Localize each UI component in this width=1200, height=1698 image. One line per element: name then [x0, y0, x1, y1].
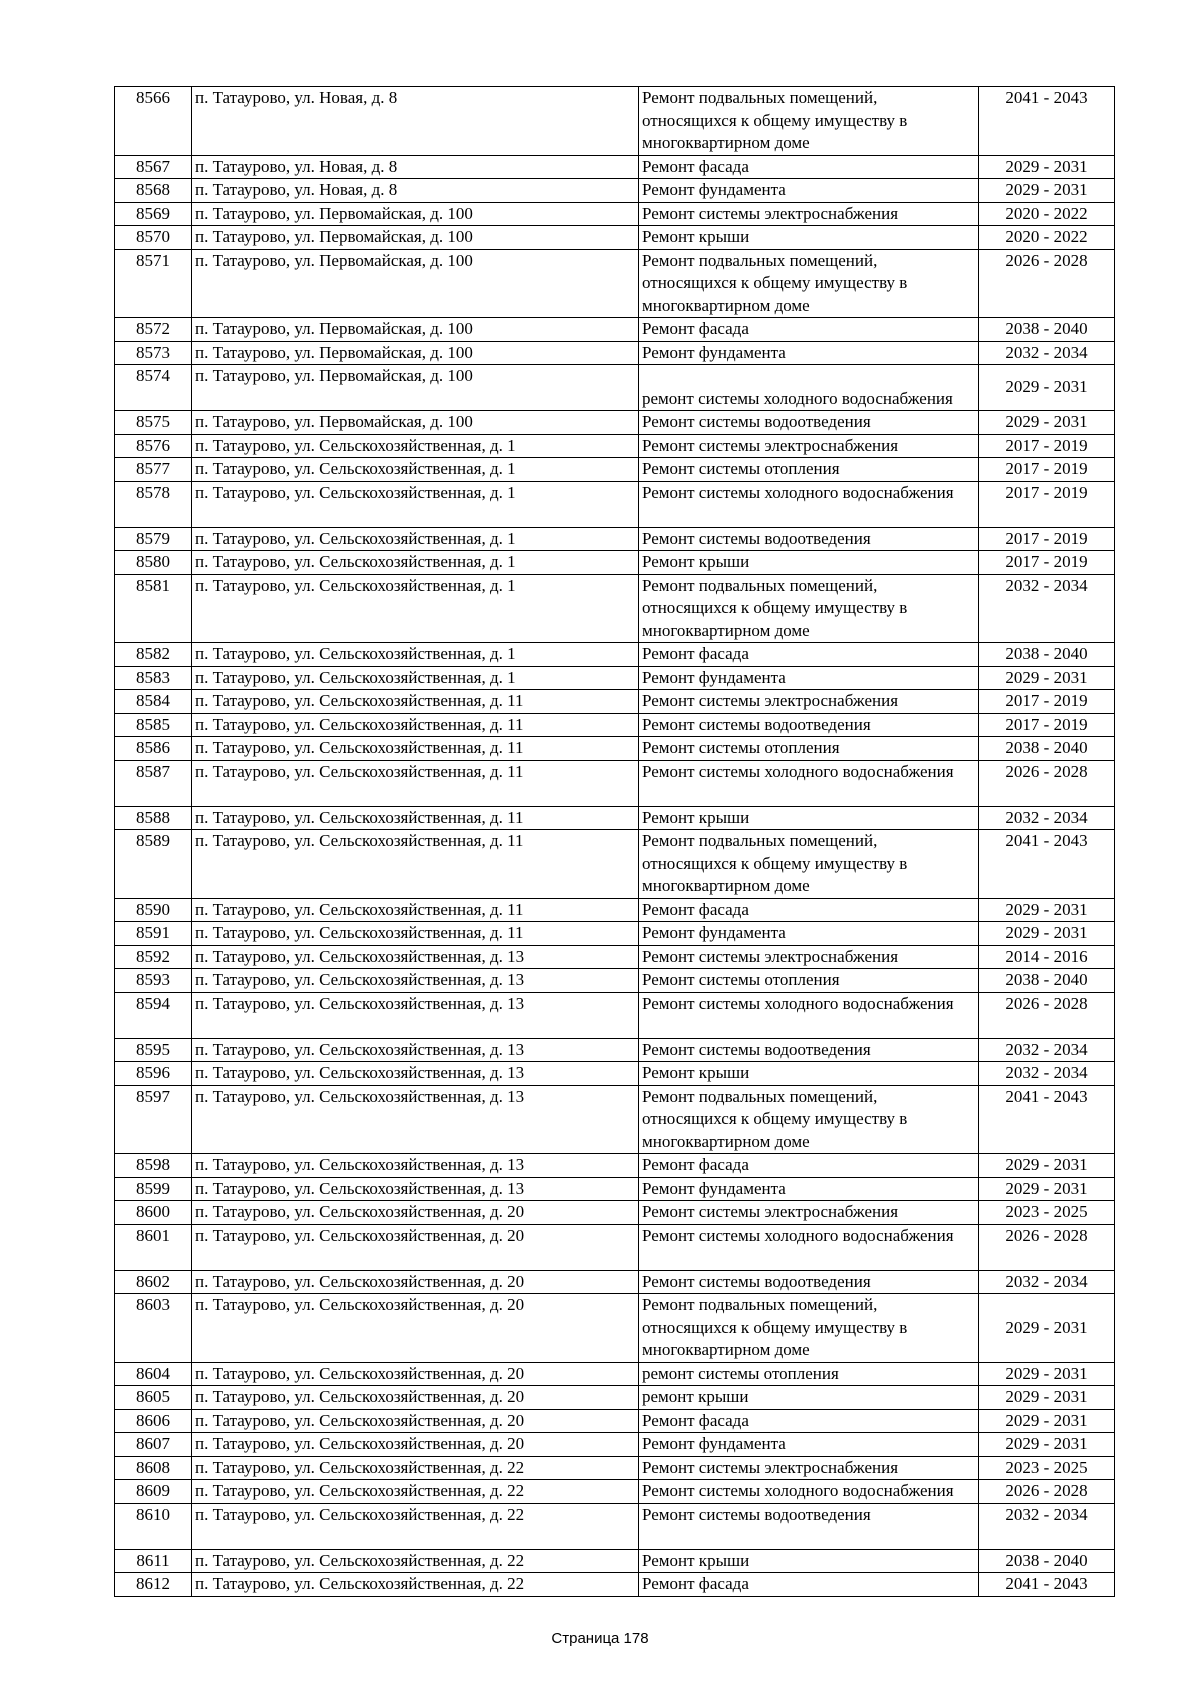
table-row: [115, 434, 1115, 458]
address-cell: п. Татаурово, ул. Сельскохозяйственная, д. 1: [192, 643, 639, 667]
work-type-cell: Ремонт системы холодного водоснабжения: [639, 1480, 979, 1504]
table-row: [115, 411, 1115, 435]
address-cell: п. Татаурово, ул. Сельскохозяйственная, д. 13: [192, 1177, 639, 1201]
work-type-cell: Ремонт системы водоотведения: [639, 411, 979, 435]
work-type-cell: Ремонт системы холодного водоснабжения: [639, 481, 979, 527]
work-type-cell: Ремонт фундамента: [639, 1177, 979, 1201]
work-type-cell: Ремонт подвальных помещений, относящихся к общему имуществу в многоквартирном доме: [639, 1085, 979, 1154]
row-number-cell: 8586: [115, 737, 192, 761]
period-cell: 2029 - 2031: [979, 1362, 1115, 1386]
work-type-cell: Ремонт системы холодного водоснабжения: [639, 760, 979, 806]
work-type-cell: ремонт системы отопления: [639, 1362, 979, 1386]
period-cell: 2038 - 2040: [979, 318, 1115, 342]
table-row: [115, 1362, 1115, 1386]
period-cell: 2014 - 2016: [979, 945, 1115, 969]
work-type-cell: Ремонт крыши: [639, 226, 979, 250]
row-number-cell: 8581: [115, 574, 192, 643]
table-row: [115, 365, 1115, 411]
row-number-cell: 8601: [115, 1224, 192, 1270]
address-cell: п. Татаурово, ул. Сельскохозяйственная, д. 11: [192, 922, 639, 946]
row-number-cell: 8579: [115, 527, 192, 551]
table-row: [115, 1503, 1115, 1549]
table-row: [115, 574, 1115, 643]
table-row: [115, 1480, 1115, 1504]
table-row: [115, 922, 1115, 946]
row-number-cell: 8604: [115, 1362, 192, 1386]
period-cell: 2029 - 2031: [979, 1177, 1115, 1201]
work-type-cell: Ремонт фасада: [639, 898, 979, 922]
address-cell: п. Татаурово, ул. Сельскохозяйственная, д. 1: [192, 527, 639, 551]
row-number-cell: 8580: [115, 551, 192, 575]
period-cell: 2041 - 2043: [979, 87, 1115, 156]
address-cell: п. Татаурово, ул. Сельскохозяйственная, д. 20: [192, 1224, 639, 1270]
work-type-cell: Ремонт подвальных помещений, относящихся к общему имуществу в многоквартирном доме: [639, 574, 979, 643]
row-number-cell: 8602: [115, 1270, 192, 1294]
period-cell: 2029 - 2031: [979, 155, 1115, 179]
row-number-cell: 8576: [115, 434, 192, 458]
address-cell: п. Татаурово, ул. Новая, д. 8: [192, 155, 639, 179]
row-number-cell: 8574: [115, 365, 192, 411]
work-type-cell: Ремонт подвальных помещений, относящихся к общему имуществу в многоквартирном доме: [639, 87, 979, 156]
address-cell: п. Татаурово, ул. Сельскохозяйственная, д. 13: [192, 1038, 639, 1062]
address-cell: п. Татаурово, ул. Сельскохозяйственная, д. 22: [192, 1480, 639, 1504]
period-cell: 2017 - 2019: [979, 434, 1115, 458]
address-cell: п. Татаурово, ул. Сельскохозяйственная, д. 11: [192, 713, 639, 737]
row-number-cell: 8608: [115, 1456, 192, 1480]
table-row: [115, 1177, 1115, 1201]
work-type-cell: Ремонт фасада: [639, 643, 979, 667]
row-number-cell: 8609: [115, 1480, 192, 1504]
address-cell: п. Татаурово, ул. Новая, д. 8: [192, 179, 639, 203]
work-type-cell: Ремонт крыши: [639, 551, 979, 575]
period-cell: 2017 - 2019: [979, 690, 1115, 714]
table-row: [115, 830, 1115, 899]
address-cell: п. Татаурово, ул. Сельскохозяйственная, д. 11: [192, 830, 639, 899]
table-row: [115, 155, 1115, 179]
row-number-cell: 8567: [115, 155, 192, 179]
table-row: [115, 1062, 1115, 1086]
period-cell: 2026 - 2028: [979, 1480, 1115, 1504]
address-cell: п. Татаурово, ул. Сельскохозяйственная, д. 20: [192, 1270, 639, 1294]
row-number-cell: 8584: [115, 690, 192, 714]
table-row: [115, 318, 1115, 342]
row-number-cell: 8603: [115, 1294, 192, 1363]
row-number-cell: 8595: [115, 1038, 192, 1062]
table-row: [115, 1038, 1115, 1062]
row-number-cell: 8570: [115, 226, 192, 250]
period-cell: 2023 - 2025: [979, 1201, 1115, 1225]
table-row: [115, 1573, 1115, 1597]
address-cell: п. Татаурово, ул. Сельскохозяйственная, д. 1: [192, 458, 639, 482]
period-cell: 2029 - 2031: [979, 1154, 1115, 1178]
table-row: [115, 341, 1115, 365]
table-row: [115, 643, 1115, 667]
period-cell: 2026 - 2028: [979, 760, 1115, 806]
row-number-cell: 8588: [115, 806, 192, 830]
table-row: [115, 1549, 1115, 1573]
period-cell: 2020 - 2022: [979, 226, 1115, 250]
address-cell: п. Татаурово, ул. Сельскохозяйственная, д. 13: [192, 1085, 639, 1154]
work-type-cell: Ремонт системы водоотведения: [639, 713, 979, 737]
table-row: [115, 737, 1115, 761]
table-row: [115, 898, 1115, 922]
work-type-cell: Ремонт фасада: [639, 1154, 979, 1178]
address-cell: п. Татаурово, ул. Сельскохозяйственная, д. 11: [192, 760, 639, 806]
work-type-cell: Ремонт системы водоотведения: [639, 1038, 979, 1062]
table-row: [115, 666, 1115, 690]
table-row: [115, 551, 1115, 575]
row-number-cell: 8592: [115, 945, 192, 969]
work-type-cell: Ремонт системы водоотведения: [639, 527, 979, 551]
row-number-cell: 8585: [115, 713, 192, 737]
address-cell: п. Татаурово, ул. Сельскохозяйственная, д. 11: [192, 806, 639, 830]
address-cell: п. Татаурово, ул. Сельскохозяйственная, д. 13: [192, 945, 639, 969]
row-number-cell: 8590: [115, 898, 192, 922]
row-number-cell: 8598: [115, 1154, 192, 1178]
address-cell: п. Татаурово, ул. Сельскохозяйственная, д. 20: [192, 1201, 639, 1225]
table-row: [115, 969, 1115, 993]
row-number-cell: 8571: [115, 249, 192, 318]
address-cell: п. Татаурово, ул. Новая, д. 8: [192, 87, 639, 156]
period-cell: 2038 - 2040: [979, 969, 1115, 993]
address-cell: п. Татаурово, ул. Сельскохозяйственная, д. 22: [192, 1549, 639, 1573]
period-cell: 2020 - 2022: [979, 202, 1115, 226]
period-cell: 2032 - 2034: [979, 574, 1115, 643]
period-cell: 2029 - 2031: [979, 898, 1115, 922]
table-row: [115, 179, 1115, 203]
row-number-cell: 8583: [115, 666, 192, 690]
address-cell: п. Татаурово, ул. Сельскохозяйственная, д. 13: [192, 1154, 639, 1178]
period-cell: 2029 - 2031: [979, 1386, 1115, 1410]
row-number-cell: 8575: [115, 411, 192, 435]
period-cell: 2038 - 2040: [979, 737, 1115, 761]
work-type-cell: Ремонт системы холодного водоснабжения: [639, 992, 979, 1038]
row-number-cell: 8599: [115, 1177, 192, 1201]
row-number-cell: 8594: [115, 992, 192, 1038]
period-cell: 2029 - 2031: [979, 1433, 1115, 1457]
row-number-cell: 8605: [115, 1386, 192, 1410]
period-cell: 2017 - 2019: [979, 527, 1115, 551]
row-number-cell: 8607: [115, 1433, 192, 1457]
address-cell: п. Татаурово, ул. Первомайская, д. 100: [192, 226, 639, 250]
row-number-cell: 8582: [115, 643, 192, 667]
table-row: [115, 992, 1115, 1038]
row-number-cell: 8572: [115, 318, 192, 342]
work-type-cell: Ремонт системы водоотведения: [639, 1503, 979, 1549]
work-type-cell: Ремонт системы электроснабжения: [639, 690, 979, 714]
work-type-cell: Ремонт подвальных помещений, относящихся к общему имуществу в многоквартирном доме: [639, 830, 979, 899]
table-row: [115, 249, 1115, 318]
row-number-cell: 8589: [115, 830, 192, 899]
period-cell: 2029 - 2031: [979, 922, 1115, 946]
work-type-cell: Ремонт подвальных помещений, относящихся к общему имуществу в многоквартирном доме: [639, 249, 979, 318]
table-row: [115, 945, 1115, 969]
address-cell: п. Татаурово, ул. Сельскохозяйственная, д. 11: [192, 690, 639, 714]
work-type-cell: Ремонт системы отопления: [639, 458, 979, 482]
work-type-cell: Ремонт фундамента: [639, 179, 979, 203]
address-cell: п. Татаурово, ул. Первомайская, д. 100: [192, 365, 639, 411]
period-cell: 2032 - 2034: [979, 806, 1115, 830]
work-type-cell: Ремонт фасада: [639, 1409, 979, 1433]
period-cell: 2017 - 2019: [979, 713, 1115, 737]
period-cell: 2038 - 2040: [979, 1549, 1115, 1573]
period-cell: 2041 - 2043: [979, 1573, 1115, 1597]
table-row: [115, 1409, 1115, 1433]
row-number-cell: 8611: [115, 1549, 192, 1573]
work-type-cell: Ремонт системы холодного водоснабжения: [639, 1224, 979, 1270]
address-cell: п. Татаурово, ул. Сельскохозяйственная, д. 13: [192, 969, 639, 993]
address-cell: п. Татаурово, ул. Сельскохозяйственная, д. 1: [192, 666, 639, 690]
address-cell: п. Татаурово, ул. Первомайская, д. 100: [192, 249, 639, 318]
period-cell: 2029 - 2031: [979, 666, 1115, 690]
work-type-cell: Ремонт системы электроснабжения: [639, 1456, 979, 1480]
table-row: [115, 1201, 1115, 1225]
period-cell: 2017 - 2019: [979, 481, 1115, 527]
period-cell: 2041 - 2043: [979, 830, 1115, 899]
address-cell: п. Татаурово, ул. Сельскохозяйственная, д. 11: [192, 898, 639, 922]
period-cell: 2032 - 2034: [979, 1503, 1115, 1549]
period-cell: 2026 - 2028: [979, 1224, 1115, 1270]
table-row: [115, 87, 1115, 156]
row-number-cell: 8597: [115, 1085, 192, 1154]
table-row: [115, 1224, 1115, 1270]
work-type-cell: Ремонт подвальных помещений, относящихся к общему имуществу в многоквартирном доме: [639, 1294, 979, 1363]
address-cell: п. Татаурово, ул. Сельскохозяйственная, д. 22: [192, 1573, 639, 1597]
period-cell: 2041 - 2043: [979, 1085, 1115, 1154]
row-number-cell: 8578: [115, 481, 192, 527]
row-number-cell: 8566: [115, 87, 192, 156]
address-cell: п. Татаурово, ул. Сельскохозяйственная, д. 1: [192, 551, 639, 575]
period-cell: 2032 - 2034: [979, 1038, 1115, 1062]
table-row: [115, 806, 1115, 830]
address-cell: п. Татаурово, ул. Сельскохозяйственная, д. 1: [192, 434, 639, 458]
address-cell: п. Татаурово, ул. Сельскохозяйственная, д. 1: [192, 481, 639, 527]
address-cell: п. Татаурово, ул. Первомайская, д. 100: [192, 411, 639, 435]
period-cell: 2026 - 2028: [979, 992, 1115, 1038]
work-type-cell: Ремонт фасада: [639, 318, 979, 342]
period-cell: 2038 - 2040: [979, 643, 1115, 667]
address-cell: п. Татаурово, ул. Первомайская, д. 100: [192, 341, 639, 365]
table-row: [115, 202, 1115, 226]
work-type-cell: Ремонт крыши: [639, 806, 979, 830]
page-number: Страница 178: [551, 1630, 649, 1647]
address-cell: п. Татаурово, ул. Сельскохозяйственная, д. 20: [192, 1294, 639, 1363]
address-cell: п. Татаурово, ул. Сельскохозяйственная, д. 13: [192, 1062, 639, 1086]
address-cell: п. Татаурово, ул. Сельскохозяйственная, д. 1: [192, 574, 639, 643]
address-cell: п. Татаурово, ул. Сельскохозяйственная, д. 22: [192, 1503, 639, 1549]
address-cell: п. Татаурово, ул. Сельскохозяйственная, д. 22: [192, 1456, 639, 1480]
table-row: [115, 1433, 1115, 1457]
work-type-cell: Ремонт фасада: [639, 155, 979, 179]
work-type-cell: Ремонт системы отопления: [639, 737, 979, 761]
work-type-cell: Ремонт фундамента: [639, 922, 979, 946]
table-row: [115, 481, 1115, 527]
row-number-cell: 8569: [115, 202, 192, 226]
row-number-cell: 8593: [115, 969, 192, 993]
period-cell: 2026 - 2028: [979, 249, 1115, 318]
work-type-cell: ремонт системы холодного водоснабжения: [639, 365, 979, 411]
row-number-cell: 8610: [115, 1503, 192, 1549]
work-type-cell: Ремонт системы электроснабжения: [639, 1201, 979, 1225]
table-row: [115, 458, 1115, 482]
work-type-cell: Ремонт крыши: [639, 1062, 979, 1086]
repair-schedule-table: [114, 86, 1115, 1597]
period-cell: 2029 - 2031: [979, 411, 1115, 435]
work-type-cell: Ремонт системы отопления: [639, 969, 979, 993]
work-type-cell: Ремонт фундамента: [639, 1433, 979, 1457]
table-row: [115, 1270, 1115, 1294]
table-row: [115, 690, 1115, 714]
row-number-cell: 8606: [115, 1409, 192, 1433]
period-cell: 2017 - 2019: [979, 551, 1115, 575]
work-type-cell: Ремонт системы электроснабжения: [639, 202, 979, 226]
address-cell: п. Татаурово, ул. Сельскохозяйственная, д. 13: [192, 992, 639, 1038]
period-cell: 2032 - 2034: [979, 341, 1115, 365]
work-type-cell: Ремонт системы водоотведения: [639, 1270, 979, 1294]
address-cell: п. Татаурово, ул. Сельскохозяйственная, д. 11: [192, 737, 639, 761]
row-number-cell: 8577: [115, 458, 192, 482]
work-type-cell: Ремонт системы электроснабжения: [639, 945, 979, 969]
row-number-cell: 8600: [115, 1201, 192, 1225]
table-row: [115, 1154, 1115, 1178]
work-type-cell: Ремонт системы электроснабжения: [639, 434, 979, 458]
period-cell: 2032 - 2034: [979, 1270, 1115, 1294]
row-number-cell: 8573: [115, 341, 192, 365]
work-type-cell: ремонт крыши: [639, 1386, 979, 1410]
table-row: [115, 226, 1115, 250]
address-cell: п. Татаурово, ул. Сельскохозяйственная, д. 20: [192, 1362, 639, 1386]
address-cell: п. Татаурово, ул. Первомайская, д. 100: [192, 202, 639, 226]
row-number-cell: 8587: [115, 760, 192, 806]
period-cell: 2023 - 2025: [979, 1456, 1115, 1480]
period-cell: 2029 - 2031: [979, 179, 1115, 203]
table-row: [115, 1456, 1115, 1480]
table-row: [115, 713, 1115, 737]
work-type-cell: Ремонт крыши: [639, 1549, 979, 1573]
period-cell: 2017 - 2019: [979, 458, 1115, 482]
address-cell: п. Татаурово, ул. Сельскохозяйственная, д. 20: [192, 1409, 639, 1433]
address-cell: п. Татаурово, ул. Сельскохозяйственная, д. 20: [192, 1433, 639, 1457]
address-cell: п. Татаурово, ул. Первомайская, д. 100: [192, 318, 639, 342]
address-cell: п. Татаурово, ул. Сельскохозяйственная, д. 20: [192, 1386, 639, 1410]
period-cell: 2029 - 2031: [979, 1294, 1115, 1363]
period-cell: 2032 - 2034: [979, 1062, 1115, 1086]
row-number-cell: 8596: [115, 1062, 192, 1086]
work-type-cell: Ремонт фундамента: [639, 341, 979, 365]
period-cell: 2029 - 2031: [979, 365, 1115, 411]
row-number-cell: 8568: [115, 179, 192, 203]
period-cell: 2029 - 2031: [979, 1409, 1115, 1433]
row-number-cell: 8591: [115, 922, 192, 946]
work-type-cell: Ремонт фундамента: [639, 666, 979, 690]
table-row: [115, 1085, 1115, 1154]
row-number-cell: 8612: [115, 1573, 192, 1597]
work-type-cell: Ремонт фасада: [639, 1573, 979, 1597]
table-row: [115, 1294, 1115, 1363]
table-row: [115, 760, 1115, 806]
table-row: [115, 1386, 1115, 1410]
table-row: [115, 527, 1115, 551]
